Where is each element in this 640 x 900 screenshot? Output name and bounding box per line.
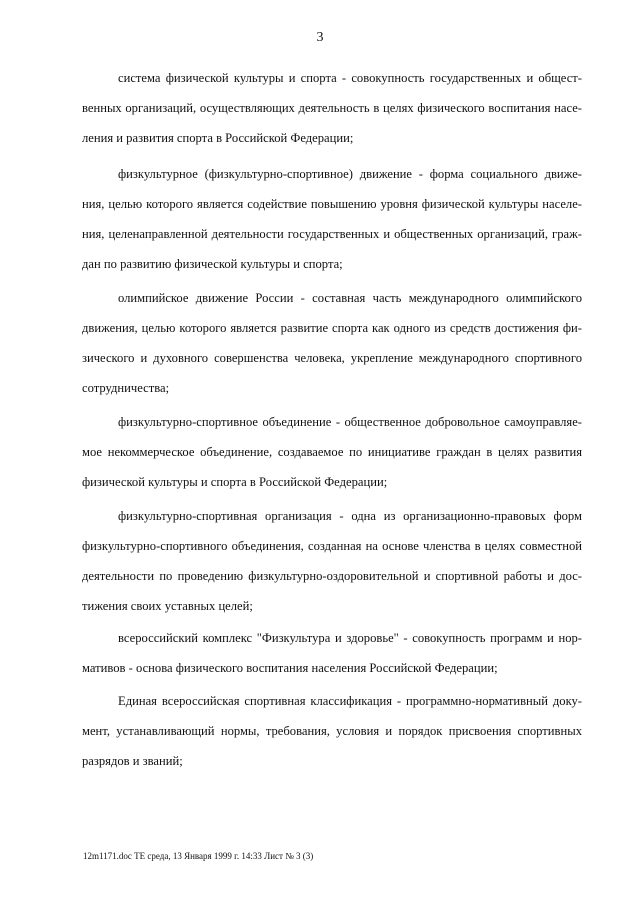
paragraph-line: Единая всероссийская спортивная классификация - программно-нормативный доку- <box>118 694 582 708</box>
paragraph-line: деятельности по проведению физкультурно-оздоровительной и спортивной работы и дос- <box>82 569 582 583</box>
paragraph-line: всероссийский комплекс "Физкультура и здоровье" - совокупность программ и нор- <box>118 631 582 645</box>
paragraph-line: ления и развития спорта в Российской Федерации; <box>82 131 354 145</box>
paragraph-line: мативов - основа физического воспитания населения Российской Федерации; <box>82 661 498 675</box>
paragraph-line: зического и духовного совершенства человека, укрепление международного спортивного <box>82 351 582 365</box>
paragraph-line: ния, целенаправленной деятельности государственных и общественных организаций, граж- <box>82 227 582 241</box>
paragraph-line: мое некоммерческое объединение, создаваемое по инициативе граждан в целях развития <box>82 445 582 459</box>
paragraph-line: олимпийское движение России - составная часть международного олимпийского <box>118 291 582 305</box>
paragraph-line: ния, целью которого является содействие повышению уровня физической культуры населе- <box>82 197 582 211</box>
paragraph-line: физкультурное (физкультурно-спортивное) движение - форма социального движе- <box>118 167 582 181</box>
paragraph-line: венных организаций, осуществляющих деятельность в целях физического воспитания насе- <box>82 101 582 115</box>
paragraph-line: движения, целью которого является развитие спорта как одного из средств достижения фи- <box>82 321 582 335</box>
paragraph-line: физической культуры и спорта в Российской Федерации; <box>82 475 388 489</box>
paragraph-line: физкультурно-спортивного объединения, созданная на основе членства в целях совместной <box>82 539 582 553</box>
paragraph-line: разрядов и званий; <box>82 754 183 768</box>
paragraph-line: сотрудничества; <box>82 381 170 395</box>
page-number: 3 <box>316 30 324 45</box>
paragraph-line: физкультурно-спортивное объединение - общественное добровольное самоуправляе- <box>118 415 582 429</box>
paragraph-line: физкультурно-спортивная организация - одна из организационно-правовых форм <box>118 509 582 523</box>
paragraph-line: дан по развитию физической культуры и спорта; <box>82 257 343 271</box>
paragraph-line: тижения своих уставных целей; <box>82 599 253 613</box>
paragraph-line: система физической культуры и спорта - совокупность государственных и общест- <box>118 71 582 85</box>
page-footer: 12m1171.doc ТЕ среда, 13 Января 1999 г. 14:33 Лист № 3 (3) <box>83 851 314 861</box>
paragraph-line: мент, устанавливающий нормы, требования, условия и порядок присвоения спортивных <box>82 724 582 738</box>
